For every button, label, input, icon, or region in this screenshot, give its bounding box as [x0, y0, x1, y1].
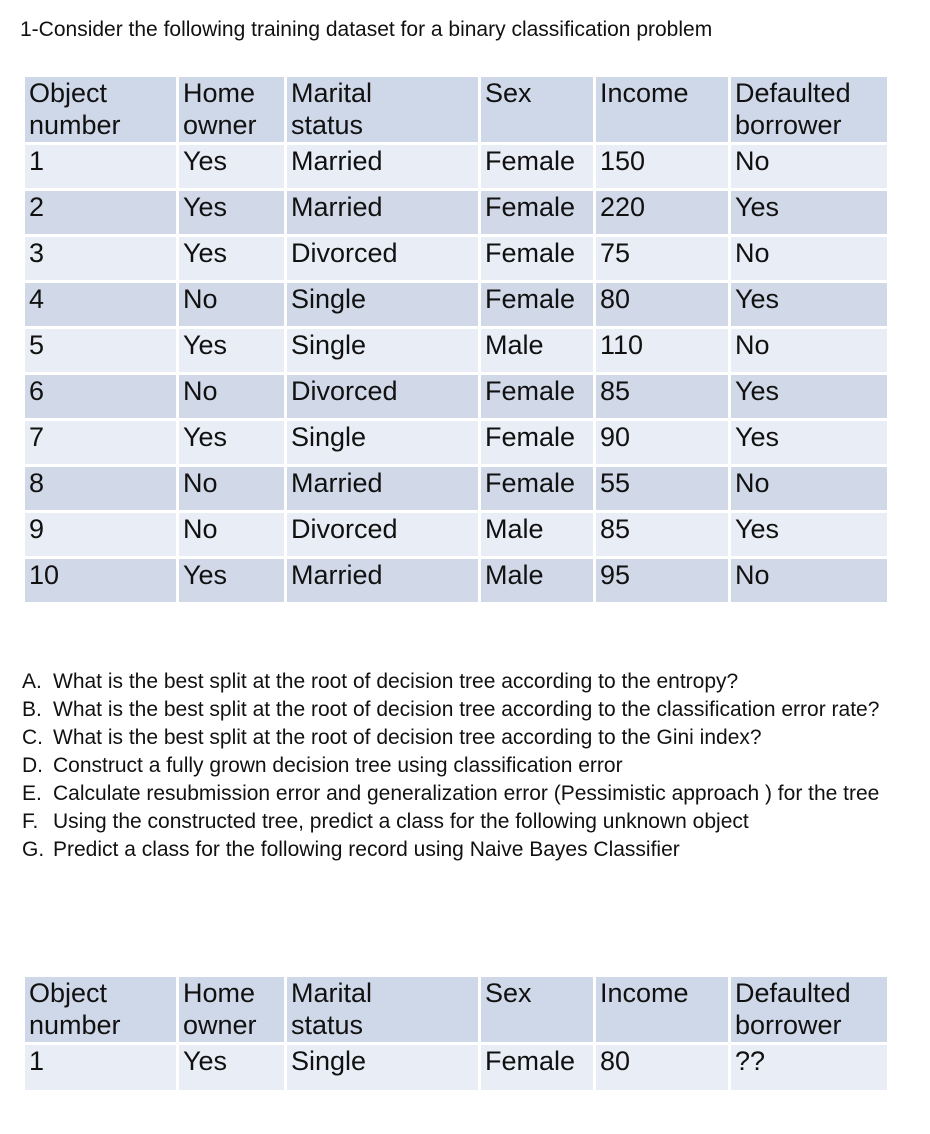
header-line: Object: [29, 78, 108, 108]
question-text: Calculate resubmission error and generalization error (Pessimistic approach ) for the tree: [53, 782, 880, 805]
header-row: [25, 77, 887, 142]
cell-income: 110: [596, 329, 728, 372]
cell-income: 75: [596, 237, 728, 280]
question-item: [22, 696, 907, 724]
cell-marital-status: Divorced: [287, 375, 478, 418]
cell-income: 90: [596, 421, 728, 464]
cell-sex: Female: [481, 283, 593, 326]
cell-marital-status: Divorced: [287, 237, 478, 280]
column-header-marital-status: [287, 77, 478, 142]
cell-defaulted-borrower: No: [731, 237, 887, 280]
cell-home-owner: Yes: [179, 1045, 284, 1090]
column-header-object-number: [25, 77, 176, 142]
cell-marital-status: Single: [287, 1045, 478, 1090]
question-item: [22, 668, 907, 696]
header-line: Object: [29, 978, 108, 1008]
column-header-object-number: [25, 977, 176, 1042]
question-text: What is the best split at the root of decision tree according to the entropy?: [53, 670, 739, 693]
header-line: Defaulted: [735, 78, 851, 108]
cell-marital-status: Single: [287, 421, 478, 464]
header-line: borrower: [735, 110, 842, 141]
table-row: [25, 191, 887, 234]
column-header-defaulted-borrower: [731, 77, 887, 142]
cell-marital-status: Single: [287, 329, 478, 372]
cell-object-number: 5: [25, 329, 176, 372]
question-label: B.: [22, 698, 42, 721]
cell-object-number: 9: [25, 513, 176, 556]
cell-income: 220: [596, 191, 728, 234]
question-text: Construct a fully grown decision tree using classification error: [53, 754, 623, 777]
header-line: number: [29, 110, 121, 141]
column-header-sex: [481, 77, 593, 142]
cell-sex: Female: [481, 467, 593, 510]
question-item: [22, 808, 907, 836]
table-row: [25, 1045, 887, 1090]
cell-marital-status: Married: [287, 191, 478, 234]
cell-home-owner: No: [179, 283, 284, 326]
column-header-sex: [481, 977, 593, 1042]
cell-defaulted-borrower: Yes: [731, 421, 887, 464]
cell-sex: Female: [481, 1045, 593, 1090]
cell-marital-status: Married: [287, 145, 478, 188]
cell-object-number: 8: [25, 467, 176, 510]
cell-object-number: 1: [25, 145, 176, 188]
cell-defaulted-borrower: Yes: [731, 191, 887, 234]
table-row: [25, 467, 887, 510]
question-label: E.: [22, 782, 42, 805]
question-text: What is the best split at the root of decision tree according to the classification error rate?: [53, 698, 880, 721]
question-list: [22, 668, 907, 864]
question-text: What is the best split at the root of decision tree according to the Gini index?: [53, 726, 762, 749]
cell-sex: Male: [481, 559, 593, 602]
column-header-income: [596, 977, 728, 1042]
table-row: [25, 375, 887, 418]
cell-object-number: 2: [25, 191, 176, 234]
table-row: [25, 145, 887, 188]
question-item: [22, 780, 907, 808]
question-label: G.: [22, 838, 45, 861]
cell-income: 95: [596, 559, 728, 602]
table-row: [25, 329, 887, 372]
cell-sex: Female: [481, 421, 593, 464]
cell-sex: Female: [481, 237, 593, 280]
table-row: [25, 513, 887, 556]
header-row: [25, 977, 887, 1042]
cell-home-owner: No: [179, 375, 284, 418]
cell-home-owner: Yes: [179, 191, 284, 234]
question-label: C.: [22, 726, 43, 749]
header-line: Sex: [485, 78, 532, 108]
table-row: [25, 421, 887, 464]
header-line: Home: [183, 978, 256, 1008]
question-item: [22, 836, 907, 864]
column-header-home-owner: [179, 77, 284, 142]
cell-sex: Male: [481, 329, 593, 372]
table-row: [25, 283, 887, 326]
table-row: [25, 559, 887, 602]
cell-income: 85: [596, 375, 728, 418]
training-dataset-table: [22, 74, 890, 605]
question-text: Predict a class for the following record using Naive Bayes Classifier: [53, 838, 680, 861]
header-line: status: [291, 1010, 364, 1041]
cell-defaulted-borrower: Yes: [731, 375, 887, 418]
header-line: Income: [600, 78, 689, 108]
cell-home-owner: Yes: [179, 559, 284, 602]
cell-marital-status: Divorced: [287, 513, 478, 556]
cell-sex: Female: [481, 145, 593, 188]
cell-object-number: 3: [25, 237, 176, 280]
cell-marital-status: Married: [287, 467, 478, 510]
header-line: Marital: [291, 978, 373, 1008]
cell-defaulted-borrower: Yes: [731, 513, 887, 556]
cell-income: 150: [596, 145, 728, 188]
cell-defaulted-borrower: No: [731, 467, 887, 510]
cell-home-owner: Yes: [179, 145, 284, 188]
header-line: owner: [183, 110, 257, 141]
cell-home-owner: Yes: [179, 329, 284, 372]
column-header-income: [596, 77, 728, 142]
cell-defaulted-borrower: No: [731, 145, 887, 188]
question-label: D.: [22, 754, 43, 777]
header-line: borrower: [735, 1010, 842, 1041]
table-row: [25, 237, 887, 280]
cell-sex: Female: [481, 191, 593, 234]
header-line: Home: [183, 78, 256, 108]
question-text: Using the constructed tree, predict a class for the following unknown object: [53, 810, 749, 833]
cell-object-number: 6: [25, 375, 176, 418]
column-header-defaulted-borrower: [731, 977, 887, 1042]
cell-defaulted-borrower: Yes: [731, 283, 887, 326]
cell-marital-status: Single: [287, 283, 478, 326]
question-item: [22, 724, 907, 752]
cell-home-owner: Yes: [179, 421, 284, 464]
cell-object-number: 7: [25, 421, 176, 464]
cell-home-owner: Yes: [179, 237, 284, 280]
header-line: Marital: [291, 78, 373, 108]
cell-home-owner: No: [179, 513, 284, 556]
cell-object-number: 10: [25, 559, 176, 602]
header-line: Defaulted: [735, 978, 851, 1008]
question-item: [22, 752, 907, 780]
question-label: F.: [22, 810, 39, 833]
question-label: A.: [22, 670, 42, 693]
cell-object-number: 1: [25, 1045, 176, 1090]
column-header-home-owner: [179, 977, 284, 1042]
header-line: owner: [183, 1010, 257, 1041]
page-heading: 1-Consider the following training dataset for a binary classification problem: [20, 18, 713, 41]
cell-defaulted-borrower: No: [731, 559, 887, 602]
cell-marital-status: Married: [287, 559, 478, 602]
cell-defaulted-borrower: No: [731, 329, 887, 372]
header-line: number: [29, 1010, 121, 1041]
cell-sex: Female: [481, 375, 593, 418]
cell-sex: Male: [481, 513, 593, 556]
cell-defaulted-borrower: ??: [731, 1045, 887, 1090]
cell-home-owner: No: [179, 467, 284, 510]
header-line: status: [291, 110, 364, 141]
cell-income: 85: [596, 513, 728, 556]
cell-income: 80: [596, 283, 728, 326]
cell-income: 80: [596, 1045, 728, 1090]
header-line: Income: [600, 978, 689, 1008]
cell-object-number: 4: [25, 283, 176, 326]
header-line: Sex: [485, 978, 532, 1008]
unknown-object-table: [22, 974, 890, 1093]
cell-income: 55: [596, 467, 728, 510]
column-header-marital-status: [287, 977, 478, 1042]
